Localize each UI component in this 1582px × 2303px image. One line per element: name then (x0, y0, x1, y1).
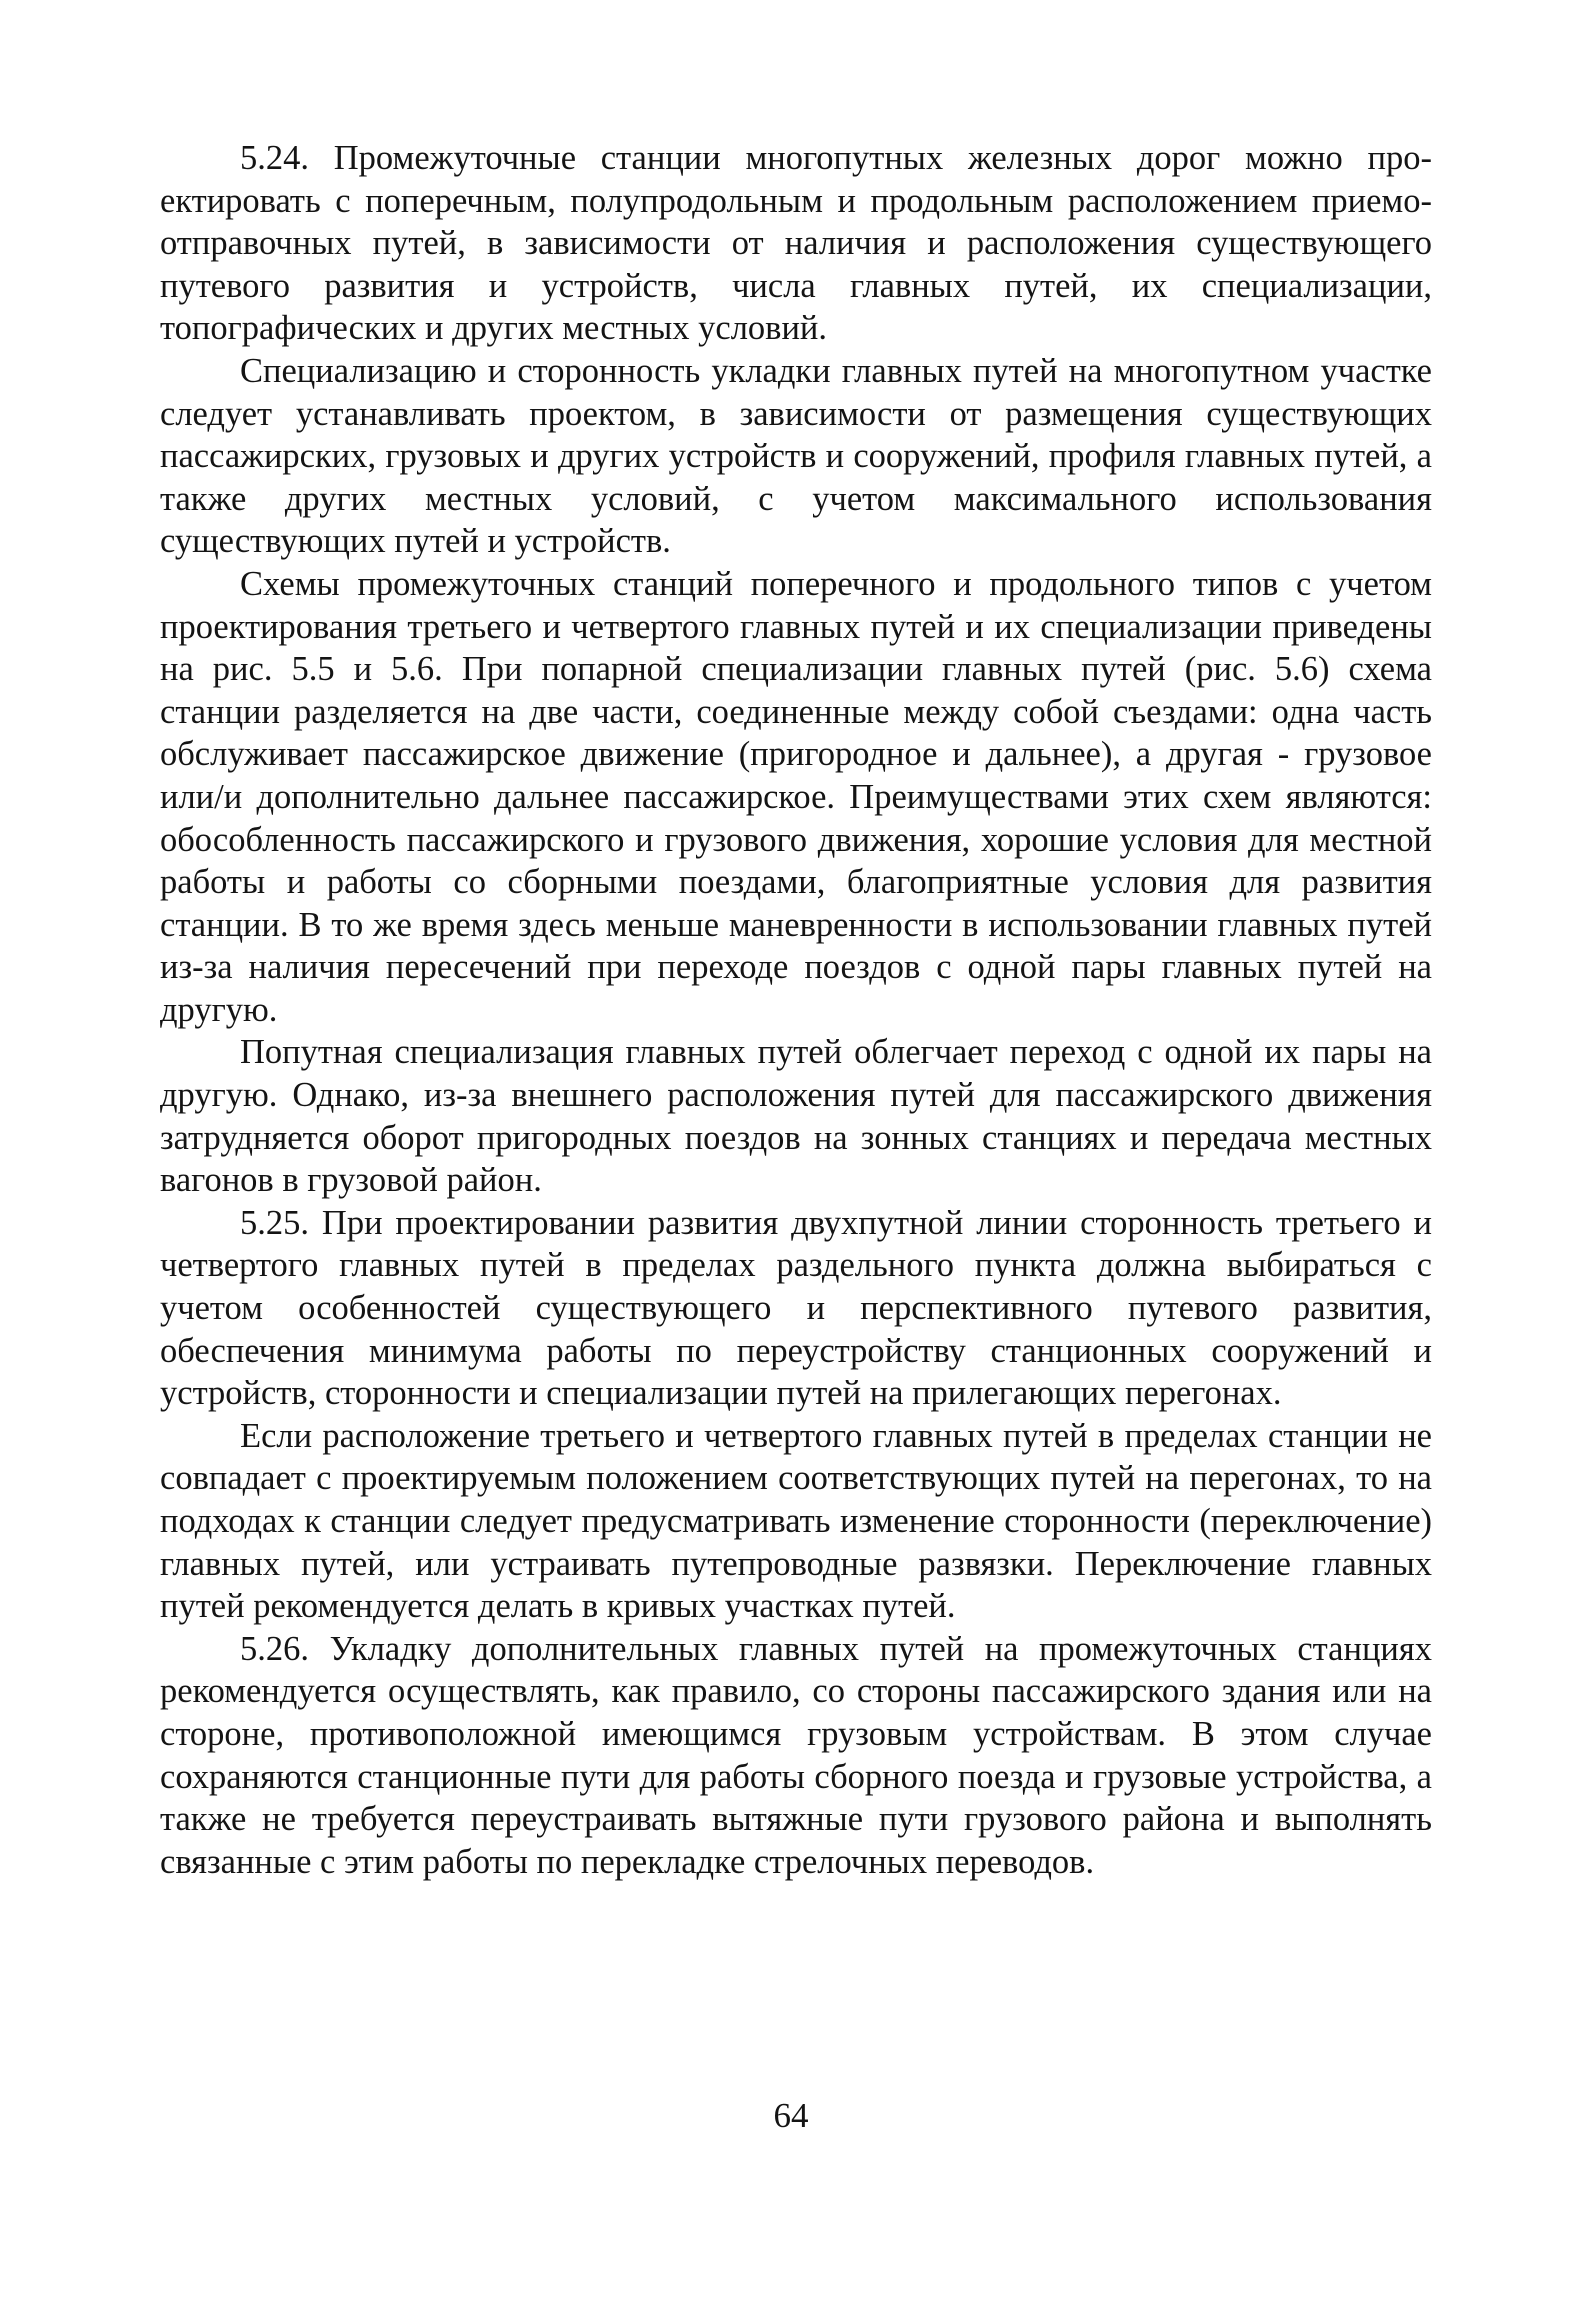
paragraph-specialization: Специализацию и сторонность укладки главных путей на многопутном участке следует устанавливать проектом, в зависимости от размещения существующих пассажирских, грузовых и других устройств и сооружений, профиля главных путей, а также других местных условий, с учетом максимального использования существующих путей и устройств. (160, 351, 1432, 561)
page-number: 64 (773, 2096, 809, 2135)
paragraph-5-26: 5.26. Укладку дополнительных главных путей на промежуточных станциях рекомендуется осуществлять, как правило, со стороны пассажирского здания или на стороне, противоположной имеющимся грузовым устройствам. В этом случае сохраняются станционные пути для работы сборного поезда и грузовые устройства, а также не требуется переустраивать вытяжные пути грузового района и выполнять связанные с этим работы по перекладке стрелочных переводов. (160, 1629, 1432, 1881)
paragraph-passing-specialization: Попутная специализация главных путей облегчает переход с одной их пары на другую. Однако, из-за внешнего расположения путей для пассажирского движения затрудняется оборот пригородных поездов на зонных станциях и передача местных вагонов в грузовой район. (160, 1033, 1432, 1200)
paragraph-station-schemes: Схемы промежуточных станций поперечного и продольного типов с учетом проектирования третьего и четвертого главных путей и их специализации приведены на рис. 5.5 и 5.6. При попарной специализации главных путей (рис. 5.6) схема станции разделяется на две части, соединенные между собой съездами: одна часть обслуживает пассажирское движение (пригородное и дальнее), а другая - грузовое или/и дополнительно дальнее пассажирское. Преимуществами этих схем являются: обособленность пассажирского и грузового движения, хорошие условия для местной работы и работы со сборными поездами, благоприятные условия для развития станции. В то же время здесь меньше маневренности в использовании главных путей из-за наличия пересечений при переходе поездов с одной пары главных путей на другую. (160, 564, 1432, 1029)
paragraph-5-24: 5.24. Промежуточные станции многопутных железных дорог можно проектировать с поперечным, полупродольным и продольным расположением приемо-отправочных путей, в зависимости от наличия и расположения существующего путевого развития и устройств, числа главных путей, их специализации, топографических и других местных условий. (160, 139, 1432, 348)
paragraph-5-25: 5.25. При проектировании развития двухпутной линии сторонность третьего и четвертого главных путей в пределах раздельного пункта должна выбираться с учетом особенностей существующего и перспективного путевого развития, обеспечения минимума работы по переустройству станционных сооружений и устройств, сторонности и специализации путей на прилегающих перегонах. (160, 1203, 1432, 1413)
paragraph-track-location: Если расположение третьего и четвертого главных путей в пределах станции не совпадает с проектируемым положением соответствующих путей на перегонах, то на подходах к станции следует предусматривать изменение сторонности (переключение) главных путей, или устраивать путепроводные развязки. Переключение главных путей рекомендуется делать в кривых участках путей. (160, 1416, 1432, 1626)
body-text (160, 137, 1432, 1883)
